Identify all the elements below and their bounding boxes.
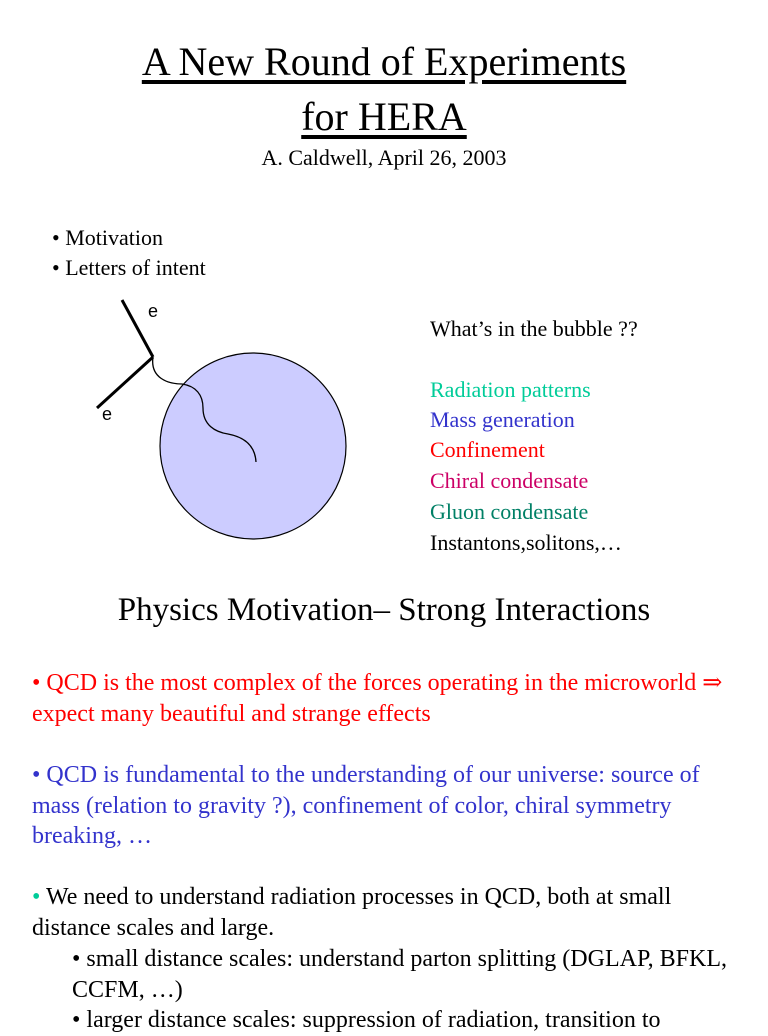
bullet: •	[52, 225, 60, 250]
bullet: •	[52, 255, 60, 280]
slide-title-line-2: for HERA	[301, 94, 467, 139]
subpoint-small-scales	[72, 944, 742, 1005]
bubble-item-instantons: Instantons,solitons,…	[430, 530, 622, 555]
bullet: •	[32, 762, 41, 788]
outgoing-electron-line	[97, 357, 153, 408]
outline-item-motivation	[52, 225, 163, 251]
paragraph-fundamental	[32, 760, 742, 852]
paragraph-radiation	[32, 882, 742, 943]
subpoint-text: larger distance scales: suppression of radiation, transition to	[86, 1007, 661, 1033]
outline-item-letters	[52, 255, 206, 281]
paragraph-text: We need to understand radiation processes in QCD, both at small distance scales and large.	[32, 884, 672, 941]
scattering-diagram	[0, 290, 380, 550]
bullet: •	[72, 1007, 81, 1033]
bubble-item-confinement: Confinement	[430, 437, 545, 462]
subpoint-large-scales	[72, 1005, 742, 1036]
bullet: •	[72, 946, 81, 972]
author-date: A. Caldwell, April 26, 2003	[261, 145, 507, 170]
bubble-question: What’s in the bubble ??	[430, 316, 638, 341]
paragraph-text: QCD is the most complex of the forces operating in the microworld ⇒ expect many beautiful and strange effects	[32, 670, 723, 727]
bubble-item-mass: Mass generation	[430, 407, 575, 432]
bubble-item-gluon: Gluon condensate	[430, 499, 589, 524]
paragraph-complexity	[32, 668, 742, 729]
bullet: •	[32, 884, 41, 910]
bullet: •	[32, 670, 41, 696]
slide-title-line-1: A New Round of Experiments	[141, 39, 627, 84]
bubble-item-chiral: Chiral condensate	[430, 468, 589, 493]
subpoint-text: small distance scales: understand parton splitting (DGLAP, BFKL, CCFM, …)	[72, 946, 727, 1003]
electron-label-top: e	[148, 301, 159, 321]
outline-item-label: Motivation	[65, 225, 163, 250]
paragraph-text: QCD is fundamental to the understanding of our universe: source of mass (relation to gravity ?), confinement of color, chiral symmetry breaking, …	[32, 762, 700, 849]
section-heading: Physics Motivation– Strong Interactions	[117, 592, 651, 628]
electron-label-bottom: e	[102, 404, 113, 424]
outline-item-label: Letters of intent	[65, 255, 206, 280]
bubble-circle	[160, 353, 346, 539]
bubble-item-radiation: Radiation patterns	[430, 377, 591, 402]
